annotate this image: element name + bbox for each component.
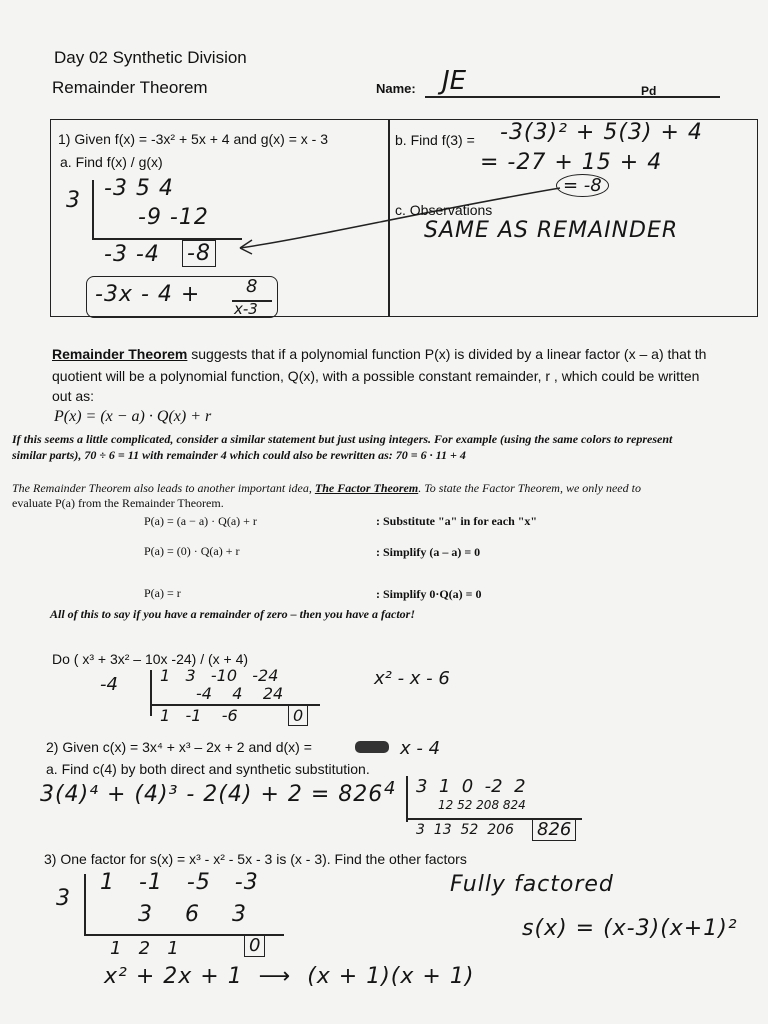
do-division-bar xyxy=(150,670,152,716)
step2-eq: P(a) = (0) · Q(a) + r xyxy=(144,544,240,558)
p2-direct: 3(4)⁴ + (4)³ - 2(4) + 2 = 826 xyxy=(40,782,384,807)
factor-theorem-term: The Factor Theorem xyxy=(314,481,419,495)
p1-row1: -3 5 4 xyxy=(104,176,174,201)
p1-answer-den: x-3 xyxy=(234,300,258,318)
factor-intro-b: . To state the Factor Theorem, we only need to xyxy=(418,481,641,495)
p1b-line1: -3(3)² + 5(3) + 4 xyxy=(500,120,703,145)
p3-division-bar xyxy=(84,874,86,934)
p1b-line2: = -27 + 15 + 4 xyxy=(480,150,663,175)
p3-row2: 3 6 3 xyxy=(138,902,247,927)
p3-row1: 1 -1 -5 -3 xyxy=(100,870,259,895)
problem2-prompt: 2) Given c(x) = 3x⁴ + x³ – 2x + 2 and d(x) = xyxy=(46,739,312,755)
p2-row3: 3 13 52 206 xyxy=(416,822,514,838)
problem1-prompt: 1) Given f(x) = -3x² + 5x + 4 and g(x) = x - 3 xyxy=(58,131,328,147)
problem1-part-c: c. Observations xyxy=(395,202,493,218)
p2-dx-answer: x - 4 xyxy=(400,738,441,759)
do-row3: 1 -1 -6 xyxy=(160,706,238,725)
p3-fully-answer: s(x) = (x-3)(x+1)² xyxy=(522,916,738,941)
do-answer: x² - x - 6 xyxy=(374,668,450,689)
remainder-theorem-line3: out as: xyxy=(52,388,95,404)
p1-answer-num: 8 xyxy=(246,276,258,297)
p1b-result: = -8 xyxy=(556,174,609,197)
factor-theorem-line2: evaluate P(a) from the Remainder Theorem. xyxy=(12,496,224,510)
step2-note: : Simplify (a – a) = 0 xyxy=(376,545,481,559)
p3-quadratic: x² + 2x + 1 ⟶ (x + 1)(x + 1) xyxy=(104,964,475,989)
p2-divisor: 4 xyxy=(384,778,396,799)
integer-example-line2: similar parts), 70 ÷ 6 = 11 with remainder 4 which could also be rewritten as: 70 = 6 · 11 + 4 xyxy=(12,448,466,462)
do-problem-prompt: Do ( x³ + 3x² – 10x -24) / (x + 4) xyxy=(52,651,249,667)
name-label: Name: xyxy=(376,81,416,96)
p3-remainder: 0 xyxy=(244,934,265,957)
p3-fully-label: Fully factored xyxy=(450,872,614,897)
factor-intro-a: The Remainder Theorem also leads to another important idea, xyxy=(12,481,315,495)
problem1-part-a: a. Find f(x) / g(x) xyxy=(60,154,163,170)
p2-row1: 3 1 0 -2 2 xyxy=(416,776,526,797)
step1-note: : Substitute "a" in for each "x" xyxy=(376,514,538,528)
p1-answer: -3x - 4 + xyxy=(95,282,201,307)
remainder-formula: P(x) = (x − a) · Q(x) + r xyxy=(54,408,212,425)
worksheet-subtitle: Remainder Theorem xyxy=(52,78,208,97)
p2-remainder: 826 xyxy=(532,818,576,841)
factor-summary: All of this to say if you have a remainder of zero – then you have a factor! xyxy=(50,607,415,621)
p2-division-bar xyxy=(406,776,408,822)
worksheet-title: Day 02 Synthetic Division xyxy=(54,48,247,67)
do-row2: -4 4 24 xyxy=(196,684,284,703)
do-remainder: 0 xyxy=(288,705,308,726)
problem3-prompt: 3) One factor for s(x) = x³ - x² - 5x - 3 is (x - 3). Find the other factors xyxy=(44,851,467,867)
step3-eq: P(a) = r xyxy=(144,586,181,600)
p1-division-line xyxy=(92,238,242,240)
factor-theorem-line1 xyxy=(12,481,641,496)
name-underline xyxy=(425,96,720,98)
p3-row3: 1 2 1 xyxy=(110,938,179,959)
remainder-theorem-line2: quotient will be a polynomial function, Q(x), with a possible constant remainder, r , which could be written xyxy=(52,368,700,384)
p3-divisor: 3 xyxy=(56,886,71,911)
problem1-part-b: b. Find f(3) = xyxy=(395,132,475,148)
p1-division-bar xyxy=(92,180,94,240)
remainder-theorem-line1 xyxy=(52,346,706,362)
p1-divisor: 3 xyxy=(66,188,81,213)
p1-row3: -3 -4 xyxy=(104,242,160,267)
name-value: JE xyxy=(442,66,467,96)
remainder-theorem-term: Remainder Theorem xyxy=(52,346,188,362)
p1c-answer: SAME AS REMAINDER xyxy=(424,218,679,243)
p1-row2: -9 -12 xyxy=(138,205,209,230)
scribble-mark xyxy=(355,741,389,753)
do-divisor: -4 xyxy=(100,674,118,695)
pd-label: Pd xyxy=(641,84,657,98)
step3-note: : Simplify 0·Q(a) = 0 xyxy=(376,587,482,601)
p1-remainder: -8 xyxy=(182,240,216,267)
do-row1: 1 3 -10 -24 xyxy=(160,666,279,685)
remainder-theorem-text: suggests that if a polynomial function P(x) is divided by a linear factor (x – a) that th xyxy=(187,346,707,362)
step1-eq: P(a) = (a − a) · Q(a) + r xyxy=(144,514,257,528)
integer-example-line1: If this seems a little complicated, consider a similar statement but just using integers. For example (using the same colors to represent xyxy=(12,432,673,446)
p2-row2: 12 52 208 824 xyxy=(438,798,526,812)
problem2-part-a: a. Find c(4) by both direct and synthetic substitution. xyxy=(46,761,370,777)
